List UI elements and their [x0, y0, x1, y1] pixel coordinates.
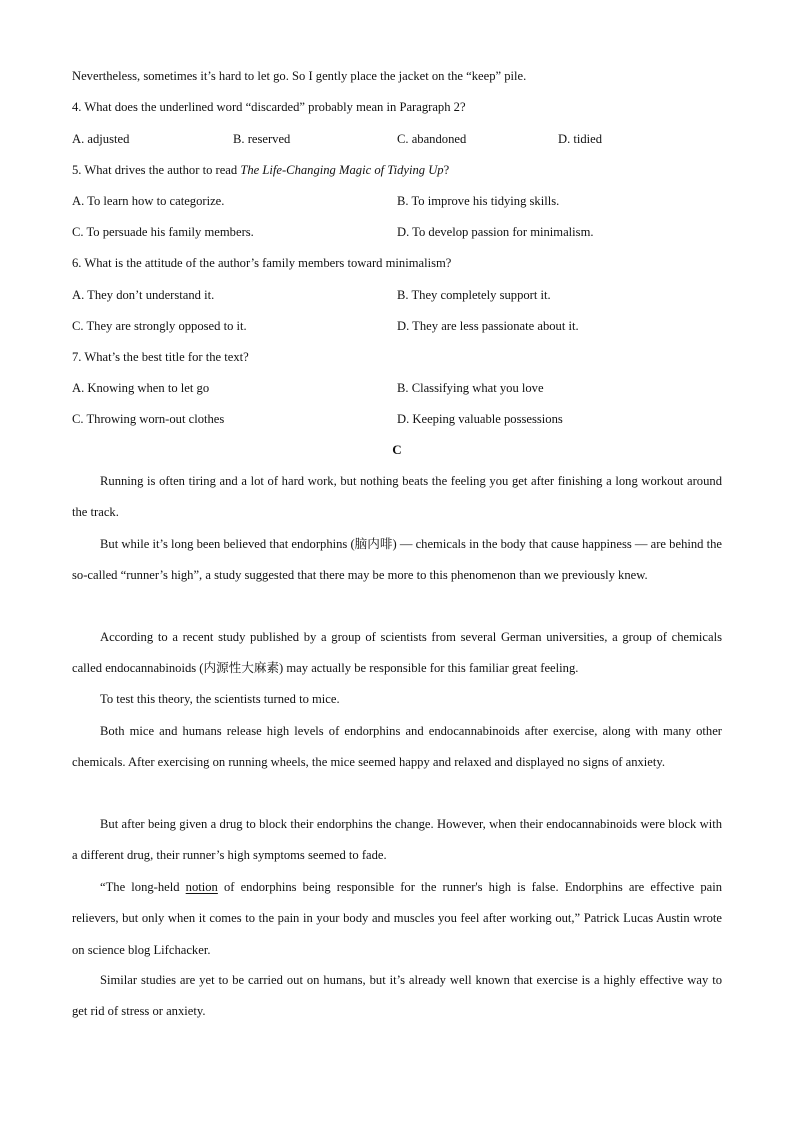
- question-4-option-c[interactable]: C. abandoned: [397, 132, 467, 146]
- question-6-option-b[interactable]: B. They completely support it.: [397, 288, 551, 302]
- question-5-option-c[interactable]: C. To persuade his family members.: [72, 225, 254, 239]
- question-6-option-a[interactable]: A. They don’t understand it.: [72, 288, 215, 302]
- passage-paragraph: [72, 872, 722, 966]
- passage-paragraph: [72, 809, 722, 872]
- question-4-option-b[interactable]: B. reserved: [233, 132, 291, 146]
- question-6-option-c[interactable]: C. They are strongly opposed to it.: [72, 319, 247, 333]
- question-5-option-d[interactable]: D. To develop passion for minimalism.: [397, 225, 594, 239]
- question-7-option-b[interactable]: B. Classifying what you love: [397, 381, 544, 395]
- question-5-stem: [72, 162, 449, 178]
- paragraph-text: But after being given a drug to block their endorphins the change. However, when their endocannabinoids were block with a different drug, their runner’s high symptoms seemed to fade.: [72, 817, 722, 863]
- passage-paragraph: [72, 716, 722, 779]
- passage-paragraph: [72, 965, 722, 1028]
- paragraph-text: According to a recent study published by a group of scientists from several German universities, a group of chemicals called endocannabinoids (内源性大麻素) may actually be responsible for this familiar great feeling.: [72, 630, 722, 676]
- question-5-book-title: The Life-Changing Magic of Tidying Up: [240, 163, 444, 177]
- passage-paragraph: [72, 466, 722, 529]
- passage-paragraph: [72, 684, 722, 715]
- question-5-stem-text: 5. What drives the author to read: [72, 163, 241, 177]
- passage-closing-line: Nevertheless, sometimes it’s hard to let go. So I gently place the jacket on the “keep” pile.: [72, 69, 527, 83]
- passage-paragraph: [72, 529, 722, 592]
- question-4-stem: 4. What does the underlined word “discarded” probably mean in Paragraph 2?: [72, 100, 466, 114]
- passage-paragraph: [72, 622, 722, 685]
- question-7-option-a[interactable]: A. Knowing when to let go: [72, 381, 210, 395]
- question-6-stem: 6. What is the attitude of the author’s family members toward minimalism?: [72, 256, 452, 270]
- question-5-option-a[interactable]: A. To learn how to categorize.: [72, 194, 225, 208]
- question-7-option-d[interactable]: D. Keeping valuable possessions: [397, 412, 563, 426]
- paragraph-text-start: “The long-held: [100, 880, 186, 894]
- question-7-stem: 7. What’s the best title for the text?: [72, 350, 249, 364]
- question-5-option-b[interactable]: B. To improve his tidying skills.: [397, 194, 560, 208]
- section-heading: C: [392, 442, 402, 457]
- question-4-option-a[interactable]: A. adjusted: [72, 132, 130, 146]
- question-7-option-c[interactable]: C. Throwing worn-out clothes: [72, 412, 225, 426]
- underlined-word-notion: notion: [185, 880, 218, 894]
- question-5-stem-end: ?: [443, 163, 450, 177]
- paragraph-text: To test this theory, the scientists turned to mice.: [100, 692, 340, 706]
- paragraph-text-end: of endorphins being responsible for the runner's high is false. Endorphins are effective pain relievers, but only when it comes to the pain in your body and muscles you feel after working out,” Patrick Lucas Austin wrote on science blog Lifchacker.: [72, 880, 722, 957]
- paragraph-text: But while it’s long been believed that endorphins (脑内啡) — chemicals in the body that cause happiness — are behind the so-called “runner’s high”, a study suggested that there may be more to this phenomenon than we previously knew.: [72, 537, 722, 583]
- paragraph-text: Running is often tiring and a lot of hard work, but nothing beats the feeling you get after finishing a long workout around the track.: [72, 474, 722, 520]
- question-6-option-d[interactable]: D. They are less passionate about it.: [397, 319, 579, 333]
- paragraph-text: Similar studies are yet to be carried out on humans, but it’s already well known that exercise is a highly effective way to get rid of stress or anxiety.: [72, 973, 722, 1019]
- question-4-option-d[interactable]: D. tidied: [558, 132, 603, 146]
- paragraph-text: Both mice and humans release high levels of endorphins and endocannabinoids after exercise, along with many other chemicals. After exercising on running wheels, the mice seemed happy and relaxed and displayed no signs of anxiety.: [72, 724, 722, 770]
